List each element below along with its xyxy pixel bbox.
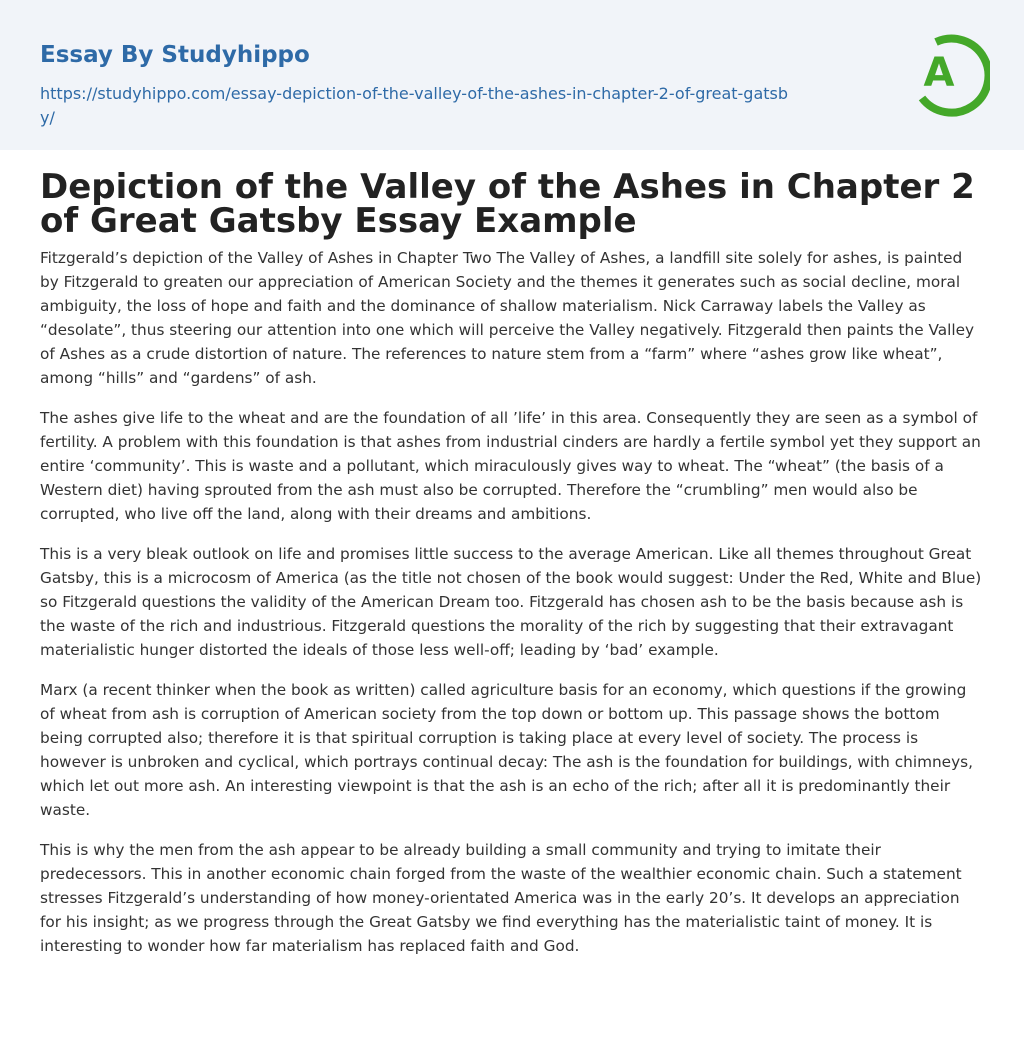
source-url-link[interactable]: https://studyhippo.com/essay-depiction-of-the-valley-of-the-ashes-in-chapter-2-of-great-gatsby/	[40, 84, 789, 127]
essay-paragraph: This is a very bleak outlook on life and promises little success to the average American. Like all themes throughout Great Gatsby, this is a microcosm of America (as the title not chosen of the book would suggest: Under the Red, White and Blue) so Fitzgerald questions the validity of the American Dream too. Fitzgerald has chosen ash to be the basis because ash is the waste of the rich and industrious. Fitzgerald questions the morality of the rich by suggesting that their extravagant materialistic hunger distorted the ideals of those less well-off; leading by ‘bad’ example.	[40, 545, 982, 659]
logo-letter: A	[923, 50, 955, 96]
site-title[interactable]: Essay By Studyhippo	[40, 42, 310, 68]
site-header	[0, 0, 1024, 150]
essay-title: Depiction of the Valley of the Ashes in Chapter 2 of Great Gatsby Essay Example	[40, 167, 975, 241]
essay-paragraph: Marx (a recent thinker when the book as written) called agriculture basis for an economy, which questions if the growing of wheat from ash is corruption of American society from the top down or bottom up. This passage shows the bottom being corrupted also; therefore it is that spiritual corruption is taking place at every level of society. The process is however is unbroken and cyclical, which portrays continual decay: The ash is the foundation for buildings, with chimneys, which let out more ash. An interesting viewpoint is that the ash is an echo of the rich; after all it is predominantly their waste.	[40, 681, 973, 819]
studyhippo-logo-icon[interactable]	[906, 26, 990, 118]
essay-paragraph: This is why the men from the ash appear to be already building a small community and trying to imitate their predecessors. This in another economic chain forged from the waste of the wealthier economic chain. Such a statement stresses Fitzgerald’s understanding of how money-orientated America was in the early 20’s. It develops an appreciation for his insight; as we progress through the Great Gatsby we find everything has the materialistic taint of money. It is interesting to wonder how far materialism has replaced faith and God.	[40, 841, 962, 955]
essay-content	[40, 167, 984, 974]
essay-paragraph: Fitzgerald’s depiction of the Valley of Ashes in Chapter Two The Valley of Ashes, a landfill site solely for ashes, is painted by Fitzgerald to greaten our appreciation of American Society and the themes it generates such as social decline, moral ambiguity, the loss of hope and faith and the dominance of shallow materialism. Nick Carraway labels the Valley as “desolate”, thus steering our attention into one which will perceive the Valley negatively. Fitzgerald then paints the Valley of Ashes as a crude distortion of nature. The references to nature stem from a “farm” where “ashes grow like wheat”, among “hills” and “gardens” of ash.	[40, 249, 975, 387]
essay-paragraph: The ashes give life to the wheat and are the foundation of all ’life’ in this area. Consequently they are seen as a symbol of fertility. A problem with this foundation is that ashes from industrial cinders are hardly a fertile symbol yet they support an entire ‘community’. This is waste and a pollutant, which miraculously gives way to wheat. The “wheat” (the basis of a Western diet) having sprouted from the ash must also be corrupted. Therefore the “crumbling” men would also be corrupted, who live off the land, along with their dreams and ambitions.	[40, 409, 981, 523]
